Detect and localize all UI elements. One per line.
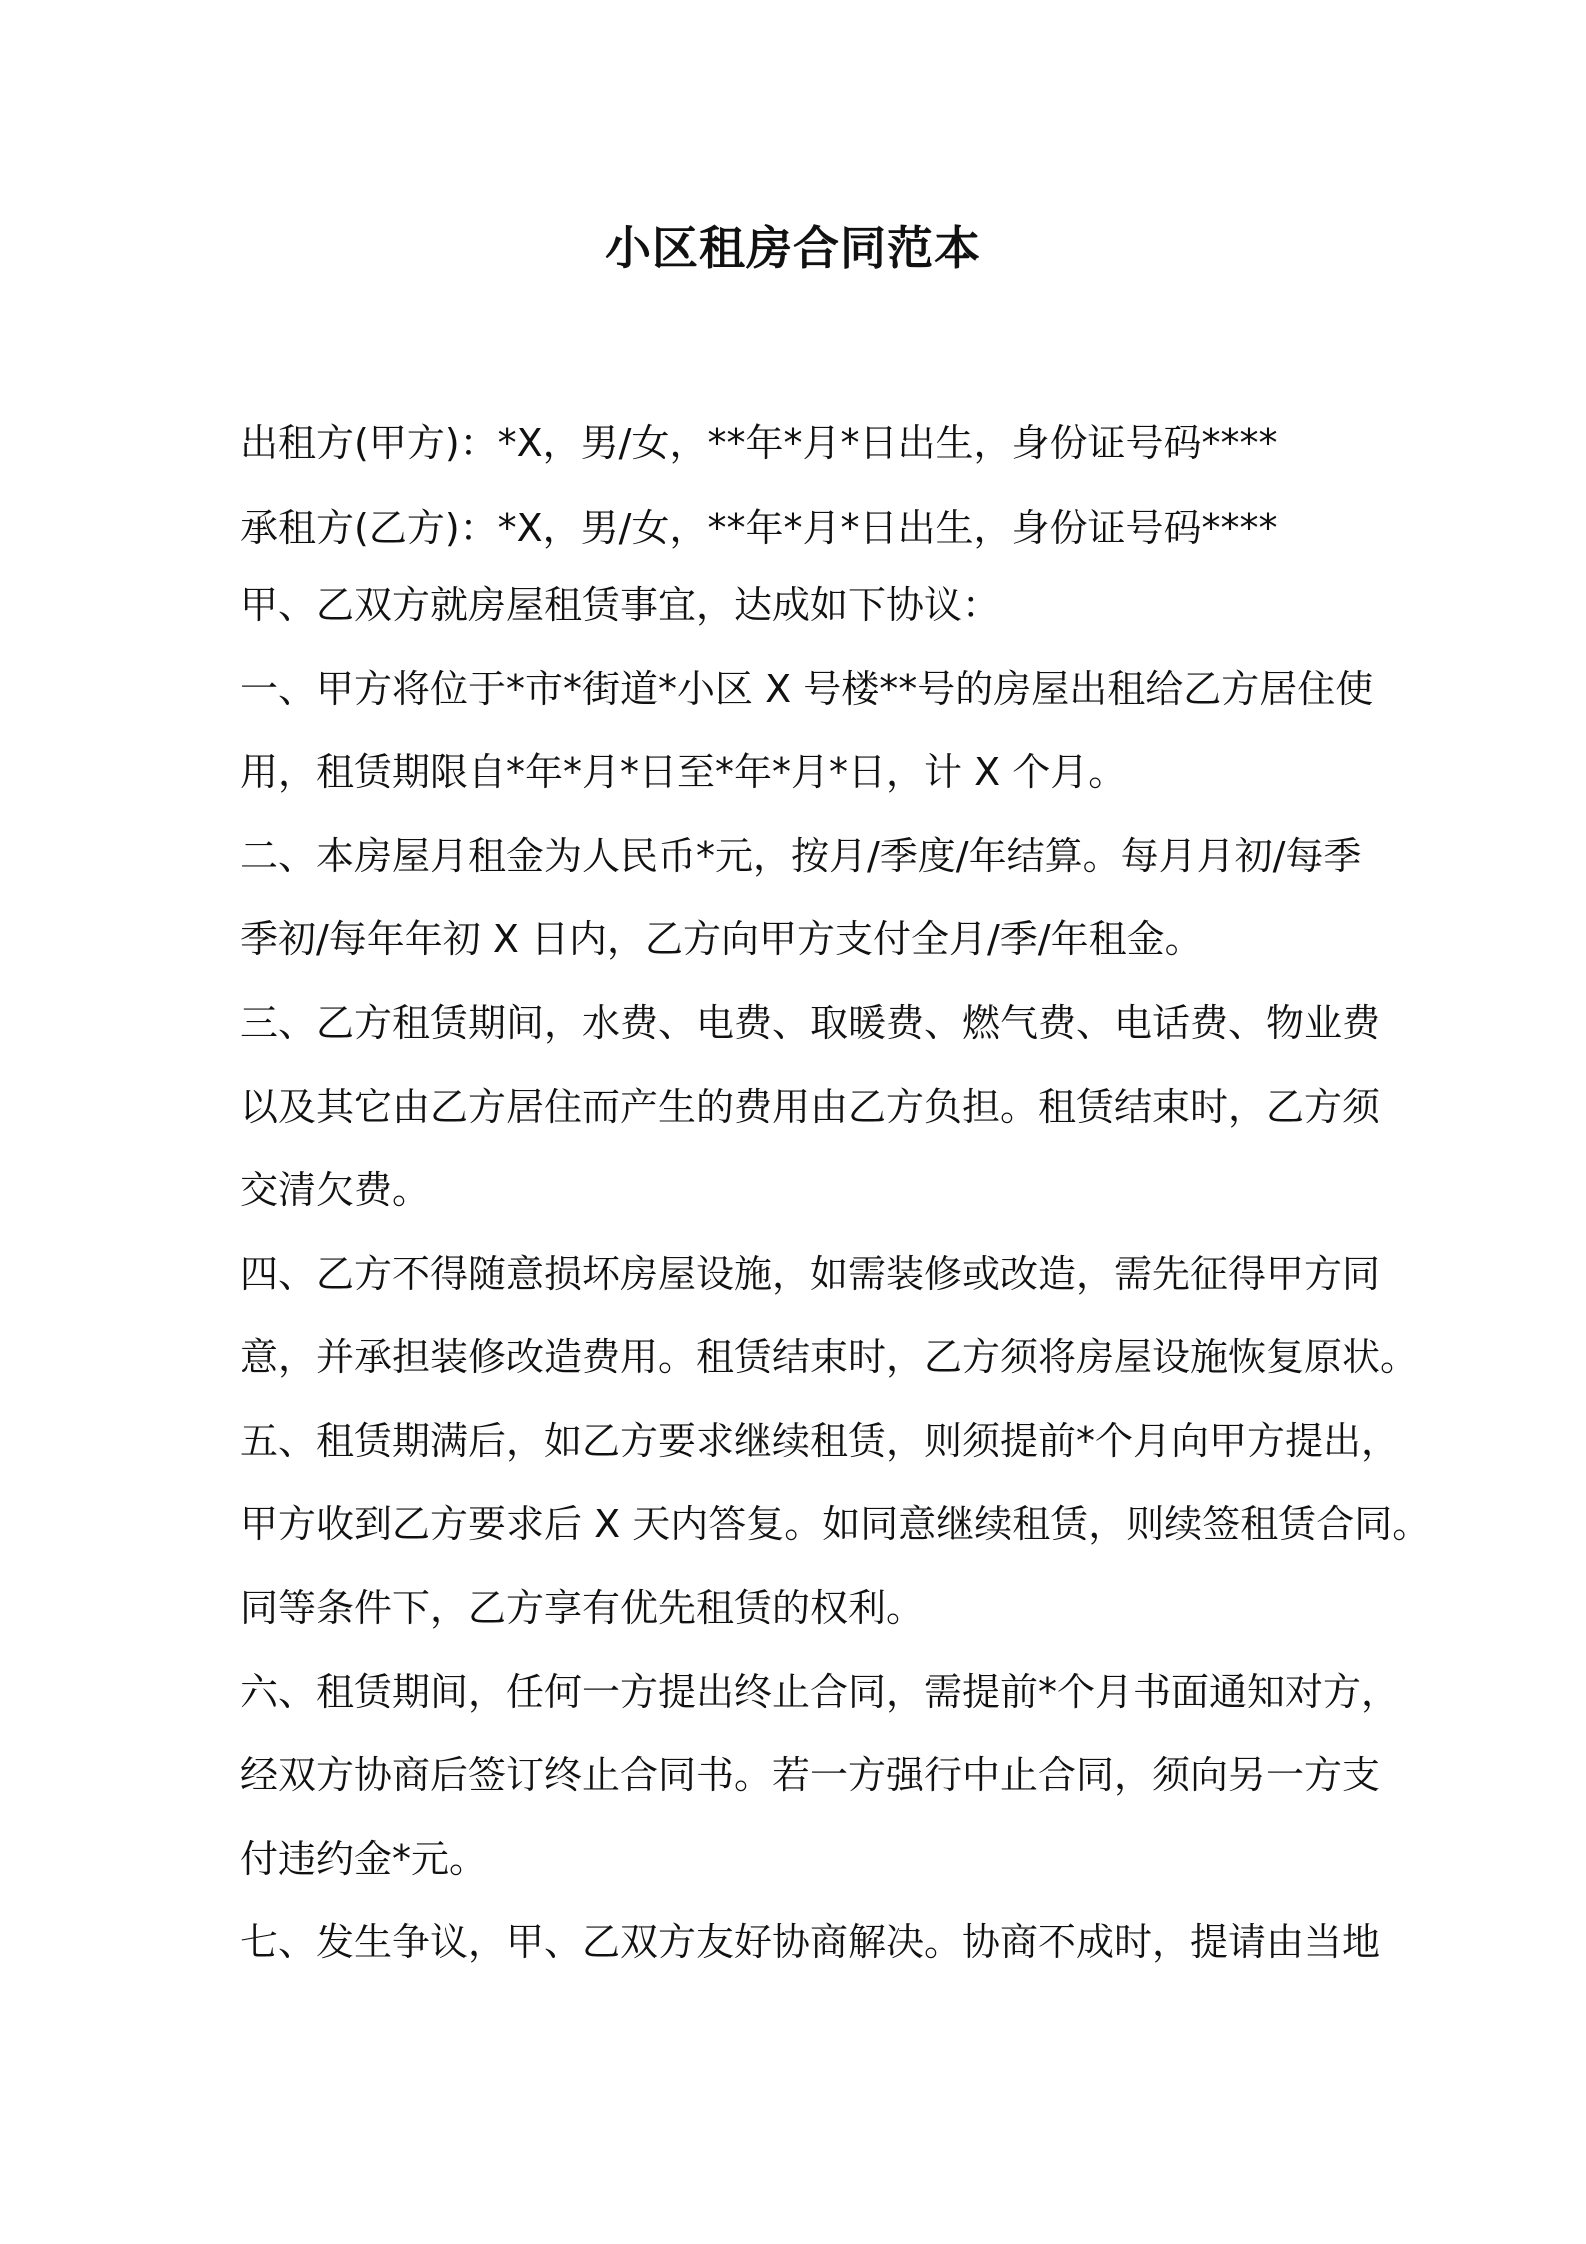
clause-5-line-3: 同等条件下，乙方享有优先租赁的权利。 [240, 1586, 925, 1630]
clause-3-line-1: 三、乙方租赁期间，水费、电费、取暖费、燃气费、电话费、物业费 [240, 1001, 1381, 1045]
clause-4-line-1: 四、乙方不得随意损坏房屋设施，如需装修或改造，需先征得甲方同 [240, 1252, 1381, 1296]
party-b-line: 承租方(乙方)：*X，男/女，**年*月*日出生，身份证号码**** [240, 506, 1278, 550]
clause-1-line-2: 用，租赁期限自*年*月*日至*年*月*日，计 X 个月。 [240, 750, 1127, 794]
clause-6-line-1: 六、租赁期间，任何一方提出终止合同，需提前*个月书面通知对方， [240, 1670, 1400, 1714]
clause-2-line-1: 二、本房屋月租金为人民币*元，按月/季度/年结算。每月月初/每季 [240, 834, 1362, 878]
clause-6-line-3: 付违约金*元。 [240, 1837, 488, 1881]
clause-6-line-2: 经双方协商后签订终止合同书。若一方强行中止合同，须向另一方支 [240, 1753, 1381, 1797]
clause-4-line-2: 意，并承担装修改造费用。租赁结束时，乙方须将房屋设施恢复原状。 [240, 1335, 1419, 1379]
clause-1-line-1: 一、甲方将位于*市*街道*小区 X 号楼**号的房屋出租给乙方居住使 [240, 667, 1374, 711]
document-title: 小区租房合同范本 [605, 221, 981, 275]
clause-2-line-2: 季初/每年年初 X 日内，乙方向甲方支付全月/季/年租金。 [240, 917, 1203, 961]
clause-5-line-1: 五、租赁期满后，如乙方要求继续租赁，则须提前*个月向甲方提出， [240, 1419, 1400, 1463]
agreement-intro-line: 甲、乙双方就房屋租赁事宜，达成如下协议： [240, 583, 1001, 627]
clause-3-line-3: 交清欠费。 [240, 1168, 431, 1212]
clause-3-line-2: 以及其它由乙方居住而产生的费用由乙方负担。租赁结束时，乙方须 [240, 1085, 1381, 1129]
clause-7-line-1: 七、发生争议，甲、乙双方友好协商解决。协商不成时，提请由当地 [240, 1920, 1381, 1964]
party-a-line: 出租方(甲方)：*X，男/女，**年*月*日出生，身份证号码**** [240, 421, 1278, 465]
clause-5-line-2: 甲方收到乙方要求后 X 天内答复。如同意继续租赁，则续签租赁合同。 [240, 1502, 1431, 1546]
